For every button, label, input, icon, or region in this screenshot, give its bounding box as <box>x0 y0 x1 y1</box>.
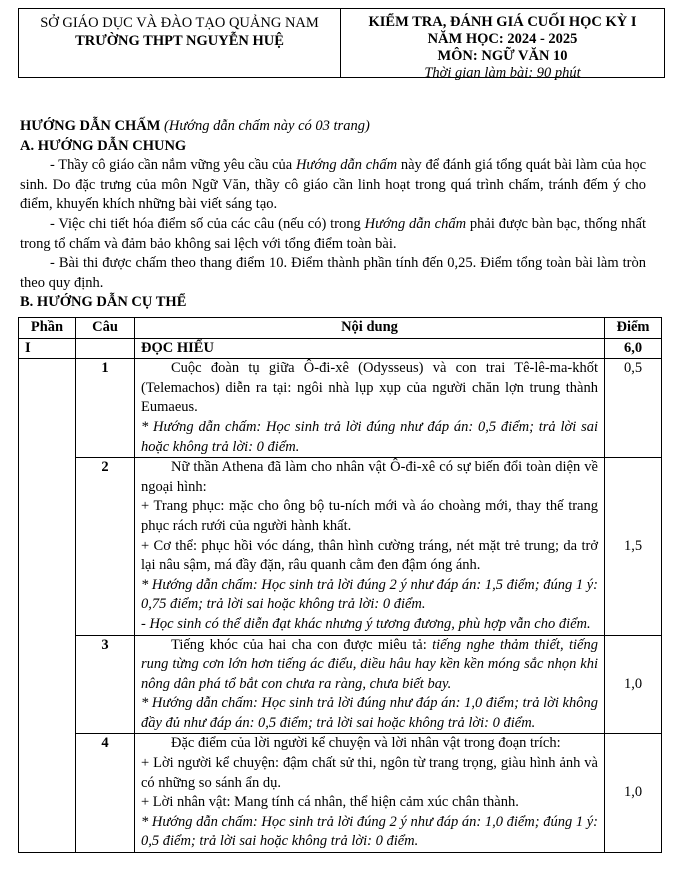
text: này để đánh giá tổng quát bài làm của học sinh. Do đặc trưng của môn Ngữ Văn, thầy cô giáo cần linh hoạt trong quá trình chấm, tránh đếm ý cho điểm, khuyến khích những bài viết sáng tạo. <box>20 157 647 213</box>
question-score: 1,5 <box>605 458 662 635</box>
grading-note: * Hướng dẫn chấm: Học sinh trả lời đúng 2 ý như đáp án: 1,5 điểm; đúng 1 ý: 0,75 điểm; trả lời sai hoặc không trả lời: 0 điểm. <box>141 576 598 613</box>
text: Tiếng khóc của hai cha con được miêu tả: <box>171 636 433 653</box>
general-guide <box>20 117 646 313</box>
part-score: 6,0 <box>605 338 662 359</box>
grading-table <box>18 317 662 853</box>
table-row <box>19 635 662 734</box>
question-score: 1,0 <box>605 635 662 734</box>
answer-line: Nữ thần Athena đã làm cho nhân vật Ô-đi-xê có sự biến đổi toàn diện về ngoại hình: <box>141 459 598 495</box>
answer-line: Đặc điểm của lời người kể chuyện và lời nhân vật trong đoạn trích: <box>171 735 561 752</box>
question-number: 4 <box>76 734 135 853</box>
answer-content <box>135 734 605 853</box>
grading-note: * Hướng dẫn chấm: Học sinh trả lời đúng như đáp án: 0,5 điểm; trả lời sai hoặc không trả lời: 0 điểm. <box>141 418 598 455</box>
guide-title-line <box>20 117 646 137</box>
answer-line <box>141 636 598 695</box>
answer-content <box>135 359 605 458</box>
column-header-question: Câu <box>76 318 135 339</box>
guide-title-note: (Hướng dẫn chấm này có 03 trang) <box>164 118 370 134</box>
part-column-cell <box>19 359 76 853</box>
table-row <box>19 734 662 853</box>
text-em: Hướng dẫn chấm <box>364 215 467 232</box>
text-em: tiếng nghe thảm thiết, tiếng rung từng cơn lớn hơn tiếng ác điểu, diều hâu hay kền kền móng sắc nhọn khi nông dân phá tổ bắt con chưa ra ràng, chưa biết bay. <box>141 636 598 692</box>
document-header <box>18 8 665 81</box>
section-b-heading: B. HƯỚNG DẪN CỤ THỂ <box>20 294 187 311</box>
column-header-content: Nội dung <box>135 318 605 339</box>
grading-note: * Hướng dẫn chấm: Học sinh trả lời đúng như đáp án: 1,0 điểm; trả lời không đầy đủ như đáp án: 0,5 điểm; trả lời sai hoặc không trả lời: 0 điểm. <box>141 695 598 731</box>
table-header-row <box>19 318 662 339</box>
subject-name: MÔN: NGỮ VĂN 10 <box>437 48 568 64</box>
school-name: TRƯỜNG THPT NGUYỄN HUỆ <box>75 33 284 49</box>
answer-line: Cuộc đoàn tụ giữa Ô-đi-xê (Odysseus) và con trai Tê-lê-ma-khốt (Telemachos) diễn ra tại: ngôi nhà lụp xụp của người chăn lợn trung thành Eumaeus. <box>141 360 598 416</box>
text: - Việc chi tiết hóa điểm số của các câu (nếu có) trong <box>50 215 365 232</box>
header-left-box <box>18 8 341 78</box>
part-number: I <box>19 338 76 359</box>
exam-title: KIỂM TRA, ĐÁNH GIÁ CUỐI HỌC KỲ I <box>368 14 637 30</box>
grading-note: * Hướng dẫn chấm: Học sinh trả lời đúng 2 ý như đáp án: 1,0 điểm; đúng 1 ý: 0,5 điểm; trả lời sai hoặc không trả lời: 0 điểm. <box>141 813 598 850</box>
empty-cell <box>76 338 135 359</box>
school-year: NĂM HỌC: 2024 - 2025 <box>427 31 578 47</box>
guide-paragraph-3: - Bài thi được chấm theo thang điểm 10. Điểm thành phần tính đến 0,25. Điểm tổng toàn bài làm tròn theo quy định. <box>20 255 646 291</box>
question-number: 3 <box>76 635 135 734</box>
table-row-part <box>19 338 662 359</box>
text: - Thầy cô giáo cần nắm vững yêu cầu của <box>50 157 296 174</box>
guide-paragraph-2 <box>20 215 646 254</box>
section-a-heading: A. HƯỚNG DẪN CHUNG <box>20 137 187 154</box>
answer-content <box>135 635 605 734</box>
question-number: 2 <box>76 458 135 635</box>
text: phải được bàn bạc, thống nhất trong tổ chấm và đảm bảo không sai lệch với tổng điểm toàn bài. <box>20 215 647 252</box>
table-row <box>19 359 662 458</box>
question-score: 1,0 <box>605 734 662 853</box>
answer-line: + Lời nhân vật: Mang tính cá nhân, thể hiện cảm xúc chân thành. <box>141 794 519 811</box>
column-header-score: Điểm <box>605 318 662 339</box>
department-name: SỞ GIÁO DỤC VÀ ĐÀO TẠO QUẢNG NAM <box>40 15 319 31</box>
answer-line: + Trang phục: mặc cho ông bộ tu-ních mới và áo choàng mới, thay thế trang phục rách rưới của người hành khất. <box>141 498 598 534</box>
guide-paragraph-1 <box>20 156 646 215</box>
question-number: 1 <box>76 359 135 458</box>
text-em: Hướng dẫn chấm <box>295 157 398 174</box>
guide-title: HƯỚNG DẪN CHẤM <box>20 118 161 134</box>
answer-line: + Cơ thể: phục hồi vóc dáng, thân hình cường tráng, nét mặt trẻ trung; da trở lại nâu sậm, má đầy đặn, râu quanh cằm đen đậm óng ánh. <box>141 537 598 574</box>
grading-note: - Học sinh có thể diễn đạt khác nhưng ý tương đương, phù hợp vẫn cho điểm. <box>141 615 591 632</box>
answer-line: + Lời người kể chuyện: đậm chất sử thi, ngôn từ trang trọng, giàu hình ảnh và có những so sánh ẩn dụ. <box>141 755 598 791</box>
part-title: ĐỌC HIỂU <box>135 338 605 359</box>
table-row <box>19 458 662 635</box>
answer-content <box>135 458 605 635</box>
header-right-box <box>341 8 665 81</box>
column-header-part: Phần <box>19 318 76 339</box>
exam-duration: Thời gian làm bài: 90 phút <box>424 65 581 81</box>
question-score: 0,5 <box>605 359 662 458</box>
